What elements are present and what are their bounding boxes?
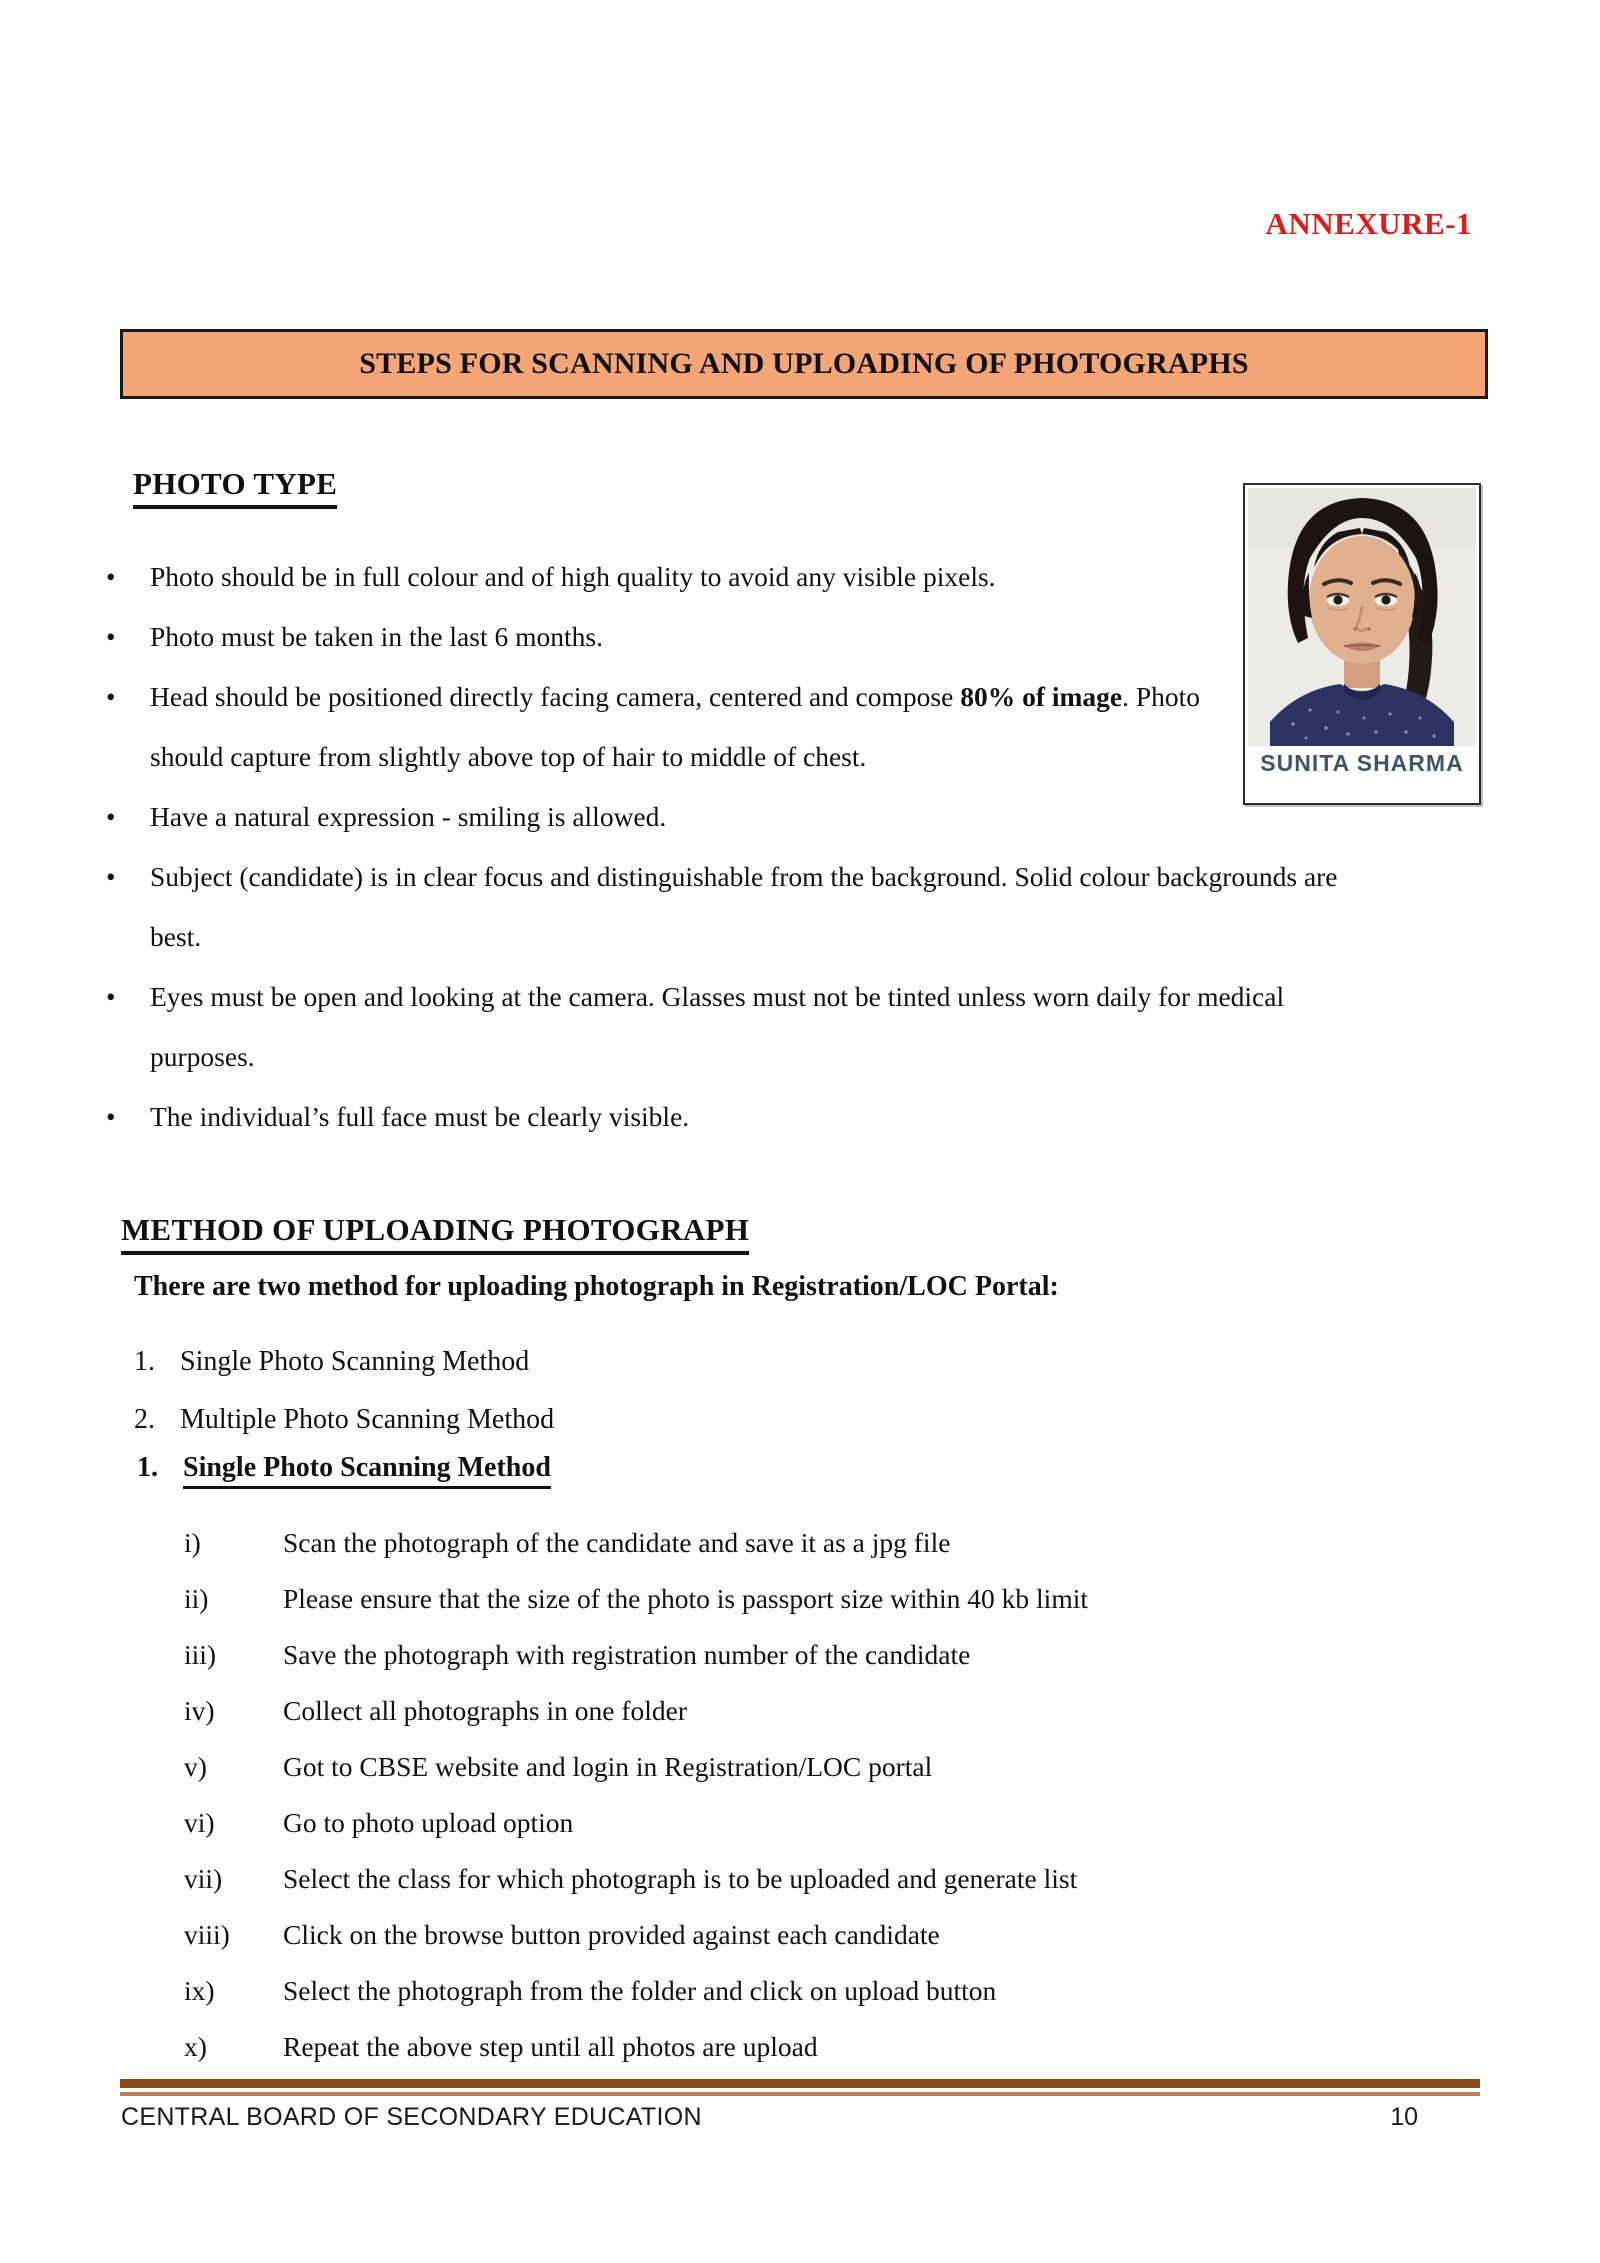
step-item: ii) Please ensure that the size of the photo is passport size within 40 kb limit [184,1583,1088,1614]
step-item: i) Scan the photograph of the candidate and save it as a jpg file [184,1527,951,1558]
step-item: v) Got to CBSE website and login in Registration/LOC portal [184,1751,933,1782]
banner [120,329,1488,399]
step-item: iii) Save the photograph with registration number of the candidate [184,1639,971,1670]
candidate-photo-box [1243,483,1481,805]
method-intro: There are two method for uploading photograph in Registration/LOC Portal: [134,1271,1059,1302]
page-number: 10 [1390,2103,1418,2131]
bullet-item: • Have a natural expression - smiling is allowed. [104,787,1354,847]
bullet-item: • Head should be positioned directly facing camera, centered and compose 80% of image. Photo should capture from slightly above top of hair to middle of chest. [104,667,1234,787]
step-item: ix) Select the photograph from the folder and click on upload button [184,1975,997,2006]
bullet-item: • The individual’s full face must be clearly visible. [104,1087,1354,1147]
method-heading: METHOD OF UPLOADING PHOTOGRAPH [121,1212,749,1255]
bullet-item: • Subject (candidate) is in clear focus and distinguishable from the background. Solid colour backgrounds are best. [104,847,1354,967]
method-item: 1. Single Photo Scanning Method [134,1346,530,1377]
subheading-number: 1. [137,1452,158,1483]
footer-divider-thick [120,2079,1480,2088]
step-item: x) Repeat the above step until all photos are upload [184,2031,818,2062]
single-method-steps [184,1515,1444,2075]
photo-type-heading: PHOTO TYPE [133,466,337,509]
annexure-label: ANNEXURE-1 [1265,206,1472,241]
bullet-item: • Eyes must be open and looking at the camera. Glasses must not be tinted unless worn daily for medical purposes. [104,967,1354,1087]
footer-org-name: CENTRAL BOARD OF SECONDARY EDUCATION [121,2103,702,2131]
step-item: vi) Go to photo upload option [184,1807,574,1838]
photo-type-bullets [104,547,1394,1147]
footer-divider-thin [120,2092,1480,2096]
subheading-label: Single Photo Scanning Method [183,1452,551,1489]
bullet-item: • Photo must be taken in the last 6 months. [104,607,1234,667]
candidate-photo-caption: SUNITA SHARMA [1260,750,1464,776]
step-item: viii) Click on the browse button provided against each candidate [184,1919,940,1950]
step-item: vii) Select the class for which photograph is to be uploaded and generate list [184,1863,1078,1894]
step-item: iv) Collect all photographs in one folder [184,1695,688,1726]
bullet-item: • Photo should be in full colour and of high quality to avoid any visible pixels. [104,547,1234,607]
single-method-subheading [137,1452,551,1489]
candidate-photo [1248,488,1476,746]
method-item: 2. Multiple Photo Scanning Method [134,1404,555,1435]
method-list [134,1333,554,1449]
banner-title: STEPS FOR SCANNING AND UPLOADING OF PHOTOGRAPHS [359,347,1249,380]
